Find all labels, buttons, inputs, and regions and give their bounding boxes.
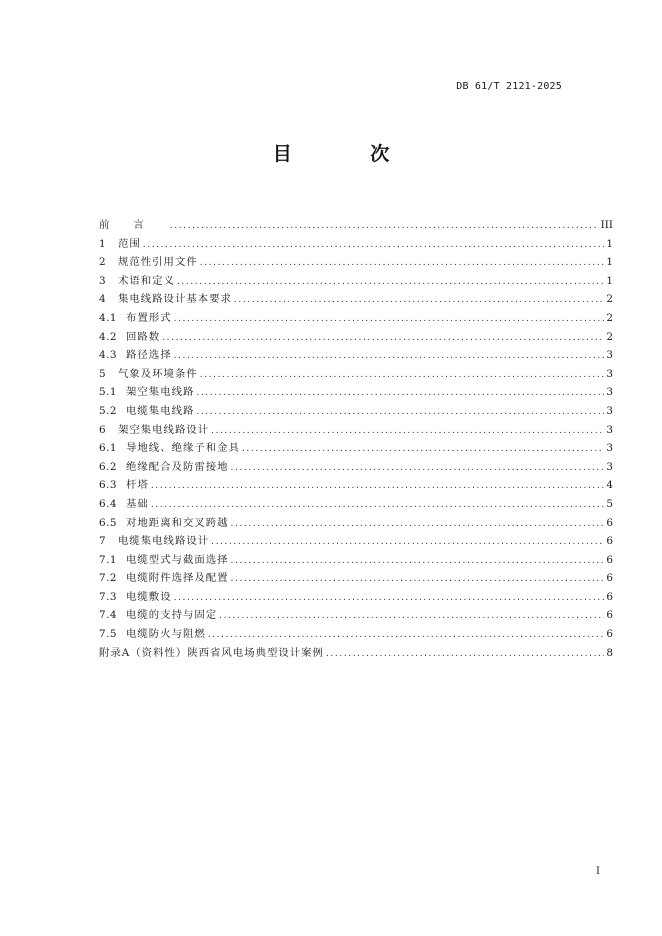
toc-entry-title: 电缆集电线路设计 — [118, 535, 210, 548]
toc-entry[interactable] — [99, 551, 613, 570]
toc-entry[interactable] — [99, 588, 613, 607]
toc-entry-page: 3 — [606, 386, 613, 399]
toc-entry-title: 对地距离和交叉跨越 — [126, 516, 229, 529]
toc-dot-leader — [231, 459, 605, 478]
toc-dot-leader — [196, 403, 604, 422]
toc-entry-number: 6.3 — [99, 479, 118, 492]
toc-entry-page: 1 — [606, 237, 613, 250]
toc-entry-number: 6.1 — [99, 442, 118, 455]
toc-entry-title: 导地线、绝缘子和金具 — [126, 442, 240, 455]
toc-entry-title: 规范性引用文件 — [118, 256, 198, 269]
toc-entry-number: 6.4 — [99, 497, 118, 510]
document-code: DB 61/T 2121-2025 — [456, 81, 562, 92]
toc-title: 目 次 — [272, 143, 426, 165]
toc-entry-number: 5.2 — [99, 404, 118, 417]
toc-dot-leader — [170, 217, 599, 236]
toc-dot-leader — [174, 589, 605, 608]
toc-entry-number: 2 — [99, 256, 106, 269]
toc-entry-title: 绝缘配合及防雷接地 — [126, 460, 229, 473]
toc-entry[interactable] — [99, 402, 613, 421]
toc-entry-title: 电缆防火与阻燃 — [126, 628, 206, 641]
toc-entry-page: 1 — [606, 256, 613, 269]
toc-entry-title: 杆塔 — [126, 479, 149, 492]
toc-entry[interactable] — [99, 569, 613, 588]
toc-entry[interactable] — [99, 495, 613, 514]
toc-entry-number: 5.1 — [99, 386, 118, 399]
toc-entry[interactable] — [99, 383, 613, 402]
toc-entry[interactable] — [99, 421, 613, 440]
toc-entry-title: 基础 — [126, 497, 149, 510]
table-of-contents — [99, 216, 613, 662]
toc-entry-number: 6 — [99, 423, 106, 436]
toc-dot-leader — [231, 552, 605, 571]
toc-entry-title: 电缆集电线路 — [126, 404, 195, 417]
toc-entry-number: 7.3 — [99, 590, 118, 603]
toc-entry[interactable] — [99, 290, 613, 309]
toc-entry-title: 范围 — [118, 237, 141, 250]
toc-dot-leader — [326, 645, 604, 664]
toc-entry-page: 6 — [606, 572, 613, 585]
toc-dot-leader — [143, 236, 605, 255]
toc-entry-page: 6 — [606, 628, 613, 641]
toc-entry-number: 5 — [99, 367, 106, 380]
toc-dot-leader — [200, 366, 605, 385]
toc-entry-page: 6 — [606, 590, 613, 603]
toc-entry-title: 布置形式 — [126, 311, 172, 324]
toc-dot-leader — [151, 477, 605, 496]
toc-dot-leader — [177, 273, 604, 292]
toc-entry-page: 3 — [606, 460, 613, 473]
toc-dot-leader — [174, 347, 605, 366]
toc-entry-title: 附录A（资料性）陕西省风电场典型设计案例 — [99, 646, 324, 659]
toc-entry-page: 2 — [606, 330, 613, 343]
toc-entry-number: 3 — [99, 274, 106, 287]
toc-entry-page: 4 — [606, 479, 613, 492]
toc-entry-page: 6 — [606, 609, 613, 622]
toc-entry-page: 2 — [606, 293, 613, 306]
toc-entry-title: 电缆型式与截面选择 — [126, 553, 229, 566]
toc-entry-number: 7.1 — [99, 553, 118, 566]
toc-entry-page: 3 — [606, 367, 613, 380]
toc-entry[interactable] — [99, 309, 613, 328]
toc-entry[interactable] — [99, 235, 613, 254]
toc-entry-title: 架空集电线路 — [126, 386, 195, 399]
toc-entry[interactable] — [99, 328, 613, 347]
toc-entry[interactable] — [99, 514, 613, 533]
toc-dot-leader — [211, 533, 604, 552]
toc-entry-number: 7 — [99, 535, 106, 548]
toc-entry[interactable] — [99, 458, 613, 477]
toc-entry-number: 6.5 — [99, 516, 118, 529]
toc-dot-leader — [231, 515, 605, 534]
toc-entry-title: 集电线路设计基本要求 — [118, 293, 232, 306]
toc-entry-page: 3 — [606, 442, 613, 455]
toc-entry-number: 4.2 — [99, 330, 118, 343]
toc-entry-number: 7.2 — [99, 572, 118, 585]
toc-entry-title: 术语和定义 — [118, 274, 175, 287]
toc-entry[interactable] — [99, 216, 613, 235]
toc-entry-title: 回路数 — [126, 330, 161, 343]
toc-entry[interactable] — [99, 253, 613, 272]
toc-entry[interactable] — [99, 644, 613, 663]
toc-dot-leader — [151, 496, 605, 515]
toc-entry-page: 3 — [606, 404, 613, 417]
toc-dot-leader — [200, 254, 605, 273]
toc-entry-page: 6 — [606, 535, 613, 548]
toc-dot-leader — [196, 384, 604, 403]
toc-entry-page: 3 — [606, 349, 613, 362]
toc-entry[interactable] — [99, 272, 613, 291]
toc-dot-leader — [231, 570, 605, 589]
toc-entry-title: 架空集电线路设计 — [118, 423, 210, 436]
toc-entry[interactable] — [99, 532, 613, 551]
toc-entry[interactable] — [99, 365, 613, 384]
toc-entry-page: 2 — [606, 311, 613, 324]
toc-entry-number: 7.4 — [99, 609, 118, 622]
toc-entry-page: 5 — [606, 497, 613, 510]
toc-entry-number: 4 — [99, 293, 106, 306]
toc-entry[interactable] — [99, 346, 613, 365]
toc-dot-leader — [211, 422, 604, 441]
toc-entry-title: 电缆敷设 — [126, 590, 172, 603]
toc-entry[interactable] — [99, 476, 613, 495]
toc-dot-leader — [174, 310, 605, 329]
toc-entry-number: 4.3 — [99, 349, 118, 362]
toc-entry-page: III — [600, 219, 613, 231]
toc-entry-title: 电缆的支持与固定 — [126, 609, 218, 622]
toc-entry-title: 前言 — [99, 219, 168, 231]
toc-entry-page: 6 — [606, 516, 613, 529]
toc-entry-title: 气象及环境条件 — [118, 367, 198, 380]
toc-dot-leader — [242, 440, 604, 459]
toc-dot-leader — [208, 626, 605, 645]
toc-entry-page: 6 — [606, 553, 613, 566]
toc-dot-leader — [162, 329, 604, 348]
toc-entry-page: 1 — [606, 274, 613, 287]
toc-dot-leader — [219, 607, 604, 626]
toc-entry-number: 1 — [99, 237, 106, 250]
toc-dot-leader — [234, 291, 604, 310]
toc-entry-title: 路径选择 — [126, 349, 172, 362]
toc-entry-title: 电缆附件选择及配置 — [126, 572, 229, 585]
toc-entry-number: 4.1 — [99, 311, 118, 324]
toc-entry[interactable] — [99, 625, 613, 644]
toc-entry-number: 7.5 — [99, 628, 118, 641]
page-number: I — [596, 866, 600, 877]
toc-entry-page: 8 — [606, 646, 613, 659]
toc-entry-page: 3 — [606, 423, 613, 436]
toc-entry[interactable] — [99, 606, 613, 625]
toc-entry[interactable] — [99, 439, 613, 458]
toc-entry-number: 6.2 — [99, 460, 118, 473]
